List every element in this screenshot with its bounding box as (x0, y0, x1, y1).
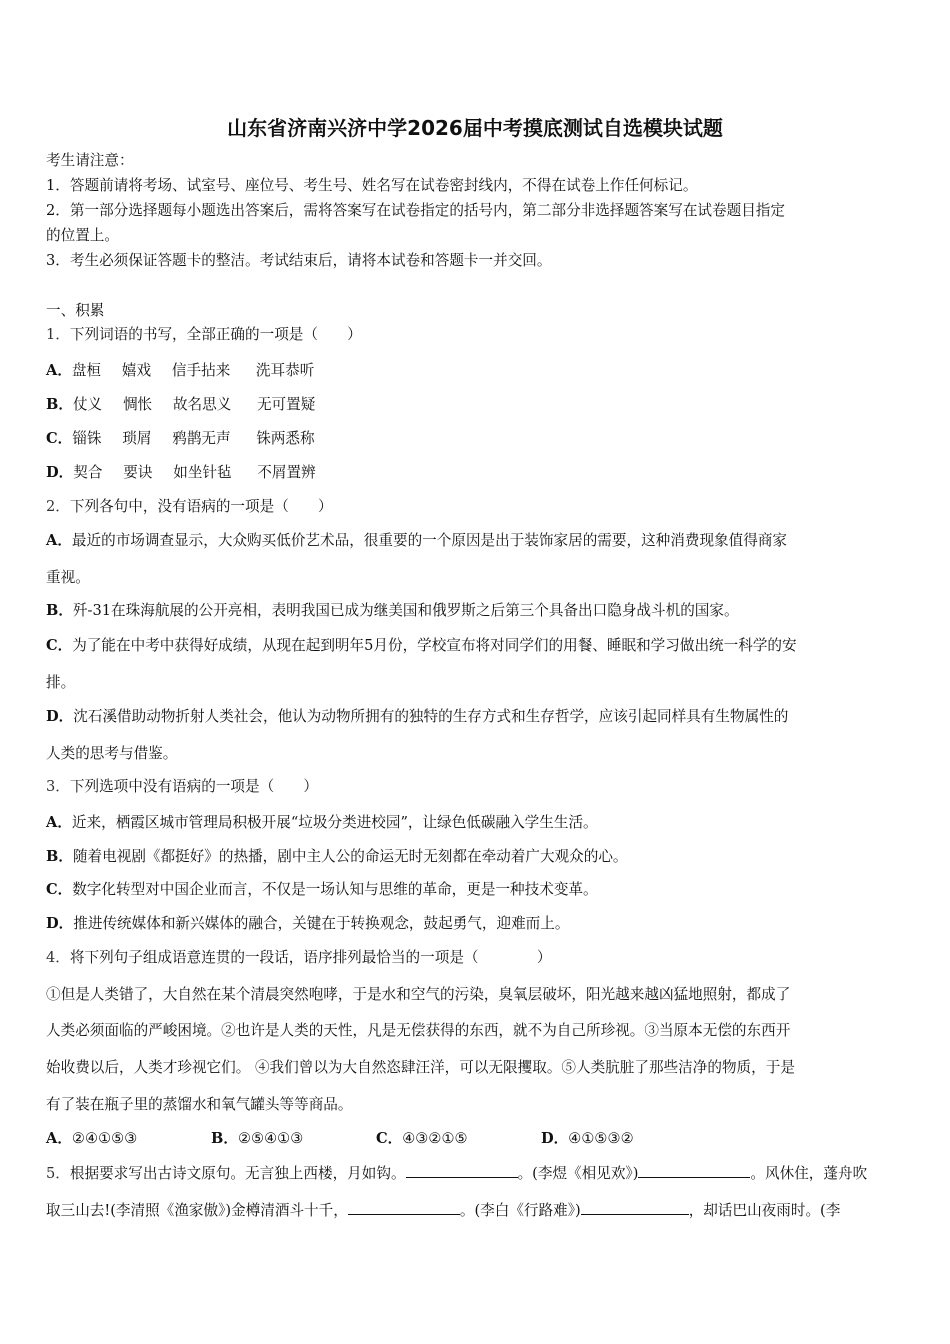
question-text: ，却话巴山夜雨时。(李 (688, 1202, 841, 1219)
option-word: 要诀 (123, 464, 153, 481)
q3-option-a (46, 813, 908, 833)
q2-option-d-cont (46, 744, 908, 764)
q3-option-b (46, 847, 908, 867)
option-text: ②④①⑤③ (71, 1130, 138, 1147)
question-text: 下列选项中没有语病的一项是（ ） (69, 778, 318, 795)
answer-blank[interactable] (638, 1163, 750, 1178)
option-text: 人类的思考与借鉴。 (46, 745, 178, 762)
q2-option-a (46, 531, 908, 551)
option-label: B． (46, 602, 73, 619)
q2-option-c (46, 636, 908, 656)
option-word: 鸦鹊无声 (172, 430, 231, 447)
notice-item-3: 3．考生必须保证答题卡的整洁。考试结束后，请将本试卷和答题卡一并交回。 (46, 252, 552, 269)
option-text: 为了能在中考中获得好成绩，从现在起到明年5月份，学校宣布将对同学们的用餐、睡眠和学习做出统一科学的安 (72, 637, 797, 654)
q2-option-c-cont (46, 673, 908, 693)
question-text: 根据要求写出古诗文原句。无言独上西楼，月如钩。 (69, 1165, 406, 1182)
q1-option-a (46, 361, 908, 381)
option-word: 盘桓 (71, 362, 102, 379)
option-word: 锱铢 (72, 430, 102, 447)
q4-passage-line-4: 有了装在瓶子里的蒸馏水和氧气罐头等等商品。 (46, 1096, 353, 1113)
q3-option-d (46, 914, 908, 934)
question-1-stem (46, 325, 908, 345)
option-label: D． (46, 708, 74, 725)
question-number: 4． (46, 949, 70, 966)
question-5-line-1 (46, 1163, 908, 1184)
option-label: A． (46, 814, 72, 831)
q4-passage-line-1: ①但是人类错了，大自然在某个清晨突然咆哮，于是水和空气的污染，臭氧层破坏，阳光越来越凶猛地照射，都成了 (46, 986, 791, 1003)
option-word: 洗耳恭听 (255, 362, 315, 379)
notice-item-2: 2．第一部分选择题每小题选出答案后，需将答案写在试卷指定的括号内，第二部分非选择题答案写在试卷题目指定 (46, 202, 785, 219)
q1-option-b (46, 395, 908, 415)
option-word: 琐屑 (122, 430, 152, 447)
question-4-stem (46, 948, 908, 968)
question-text: 。风休住，蓬舟吹 (750, 1165, 868, 1182)
question-number: 5． (46, 1165, 70, 1182)
q4-option-b (211, 1129, 376, 1149)
option-text: 最近的市场调查显示，大众购买低价艺术品，很重要的一个原因是出于装饰家居的需要，这种消费现象值得商家 (71, 532, 788, 549)
question-number: 2． (46, 498, 70, 515)
option-word: 如坐针毡 (173, 464, 232, 481)
option-word: 故名思义 (172, 396, 232, 413)
question-number: 1． (46, 326, 70, 343)
option-text: ④③②①⑤ (402, 1130, 468, 1147)
q4-passage-line-3: 始收费以后，人类才珍视它们。 ④我们曾以为大自然恣肆汪洋，可以无限攫取。⑤人类肮脏了那些洁净的物质，于是 (46, 1059, 795, 1076)
q2-option-b (46, 601, 908, 621)
q2-option-d (46, 707, 908, 727)
option-label: C． (46, 637, 73, 654)
option-word: 铢两悉称 (256, 430, 315, 447)
notice-item-1: 1．答题前请将考场、试室号、座位号、考生号、姓名写在试卷密封线内，不得在试卷上作任何标记。 (46, 177, 698, 194)
option-label: B． (46, 848, 73, 865)
answer-blank[interactable] (581, 1200, 689, 1215)
option-label: D． (46, 915, 74, 932)
question-2-stem (46, 497, 908, 517)
page-title: 山东省济南兴济中学2026届中考摸底测试自选模块试题 (227, 116, 723, 140)
q4-options (46, 1129, 908, 1149)
q4-option-a (46, 1129, 211, 1149)
option-label: A． (46, 1130, 72, 1147)
option-text: 排。 (46, 674, 76, 691)
option-label: C． (46, 881, 73, 898)
q4-passage-line-2: 人类必须面临的严峻困境。②也许是人类的天性，凡是无偿获得的东西，就不为自己所珍视。③当原本无偿的东西开 (46, 1022, 791, 1039)
option-text: 歼-31在珠海航展的公开亮相，表明我国已成为继美国和俄罗斯之后第三个具备出口隐身战斗机的国家。 (72, 602, 739, 619)
question-text: 取三山去!(李清照《渔家傲》)金樽清酒斗十千， (46, 1202, 348, 1219)
option-label: D． (46, 464, 74, 481)
answer-blank[interactable] (348, 1200, 460, 1215)
option-label: B． (46, 396, 73, 413)
notice-heading: 考生请注意： (46, 152, 134, 169)
option-label: A． (46, 362, 72, 379)
option-text: 推进传统媒体和新兴媒体的融合，关键在于转换观念，鼓起勇气，迎难而上。 (73, 915, 570, 932)
q1-option-c (46, 429, 908, 449)
question-5-line-2 (46, 1200, 908, 1221)
answer-blank[interactable] (406, 1163, 518, 1178)
q2-option-a-cont (46, 568, 908, 588)
question-text: 下列词语的书写，全部正确的一项是（ ） (69, 326, 362, 343)
q1-option-d (46, 463, 908, 483)
option-text: ④①⑤③② (568, 1130, 634, 1147)
option-text: 沈石溪借助动物折射人类社会，他认为动物所拥有的独特的生存方式和生存哲学，应该引起同样具有生物属性的 (73, 708, 789, 725)
option-word: 不屑置辨 (257, 464, 316, 481)
option-text: 重视。 (46, 569, 90, 586)
option-word: 无可置疑 (256, 396, 316, 413)
option-label: B． (211, 1130, 238, 1147)
question-text: 。(李煜《相见欢》) (517, 1165, 639, 1182)
option-label: A． (46, 532, 72, 549)
option-text: 随着电视剧《都挺好》的热播，剧中主人公的命运无时无刻都在牵动着广大观众的心。 (72, 848, 628, 865)
question-text: 下列各句中，没有语病的一项是（ ） (69, 498, 333, 515)
q4-option-c (376, 1129, 541, 1149)
option-text: 数字化转型对中国企业而言，不仅是一场认知与思维的革命，更是一种技术变革。 (72, 881, 598, 898)
question-3-stem (46, 777, 908, 797)
option-word: 嬉戏 (121, 362, 152, 379)
option-label: D． (541, 1130, 569, 1147)
option-word: 信手拈来 (171, 362, 231, 379)
question-number: 3． (46, 778, 70, 795)
question-text: 。(李白《行路难》) (459, 1202, 581, 1219)
notice-item-2-cont: 的位置上。 (46, 227, 119, 244)
option-label: C． (376, 1130, 403, 1147)
q4-option-d (541, 1129, 706, 1149)
section-heading: 一、积累 (46, 302, 105, 319)
q3-option-c (46, 880, 908, 900)
option-word: 仗义 (72, 396, 103, 413)
option-text: ②⑤④①③ (237, 1130, 304, 1147)
option-label: C． (46, 430, 73, 447)
option-text: 近来，栖霞区城市管理局积极开展“垃圾分类进校园”，让绿色低碳融入学生生活。 (71, 814, 598, 831)
option-word: 惆怅 (122, 396, 153, 413)
question-text: 将下列句子组成语意连贯的一段话，语序排列最恰当的一项是（ ） (69, 949, 552, 966)
option-word: 契合 (73, 464, 103, 481)
